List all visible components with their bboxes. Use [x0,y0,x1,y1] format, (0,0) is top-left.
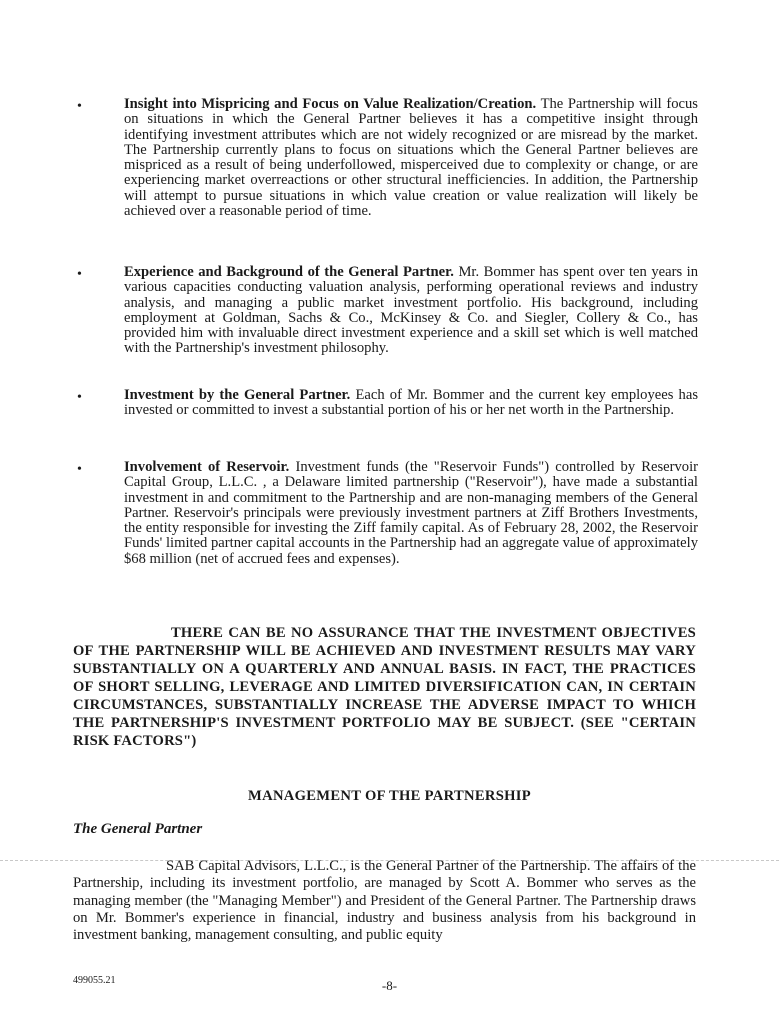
bullet-title: Involvement of Reservoir. [124,459,290,475]
bullet-marker: • [77,390,82,405]
sub-heading: The General Partner [73,821,203,837]
risk-warning: THERE CAN BE NO ASSURANCE THAT THE INVESTMENT OBJECTIVES OF THE PARTNERSHIP WILL BE ACHIEVED AND INVESTMENT RESULTS MAY VARY SUBSTANTIALLY ON A QUARTERLY AND ANNUAL BASIS. IN FACT, THE PRACTICES OF SHORT SELLING, LEVERAGE AND LIMITED DIVERSIFICATION CAN, IN CERTAIN CIRCUMSTANCES, SUBSTANTIALLY INCREASE THE ADVERSE IMPACT TO WHICH THE PARTNERSHIP'S INVESTMENT PORTFOLIO MAY BE SUBJECT. (SEE "CERTAIN RISK FACTORS") [73,625,696,749]
bullet-title: Investment by the General Partner. [124,387,351,403]
page-number: -8- [381,978,398,993]
bullet-text [124,97,698,219]
general-partner-paragraph: SAB Capital Advisors, L.L.C., is the General Partner of the Partnership. The affairs of the Partnership, including its investment portfolio, are managed by Scott A. Bommer who serves as the managing member (the "Managing Member") and President of the General Partner. The Partnership draws on Mr. Bommer's experience in financial, industry and business analysis from his background in investment banking, management consulting, and public equity [73,858,696,944]
bullet-marker: • [77,99,82,114]
bullet-marker: • [77,267,82,282]
bullet-title: Experience and Background of the General Partner. [124,264,454,280]
bullet-body: Mr. Bommer has spent over ten years in various capacities conducting valuation analysis, performing operational reviews and industry analysis, and managing a public market investment portfolio. His background, including employment at Goldman, Sachs & Co., McKinsey & Co. and Siegler, Collery & Co., has provided him with invaluable direct investment experience and a skill set which is well matched with the Partnership's investment philosophy. [124,264,698,357]
bullet-body: The Partnership will focus on situations in which the General Partner believes it has a competitive insight through identifying investment attributes which are not widely recognized or are misread by the market. The Partnership currently plans to focus on situations which the General Partner believes are mispriced as a result of being underfollowed, misperceived due to complexity or change, or are experiencing market overreactions or other structural inefficiencies. In addition, the Partnership will attempt to pursue situations in which value creation or value realization will likely be achieved over a reasonable period of time. [124,96,698,220]
bullet-marker: • [77,462,82,477]
bullet-body: Investment funds (the "Reservoir Funds") controlled by Reservoir Capital Group, L.L.C. , a Delaware limited partnership ("Reservoir"), have made a substantial investment in and commitment to the Partnership and are non-managing members of the General Partner. Reservoir's principals were previously investment partners at Ziff Brothers Investments, the entity responsible for investing the Ziff family capital. As of February 28, 2002, the Reservoir Funds' limited partner capital accounts in the Partnership had an aggregate value of approximately $68 million (net of accrued fees and expenses). [124,459,698,567]
bullet-title: Insight into Mispricing and Focus on Value Realization/Creation. [124,96,537,112]
bullet-text [124,388,698,419]
document-id: 499055.21 [73,975,116,986]
bullet-text [124,460,698,567]
section-heading: MANAGEMENT OF THE PARTNERSHIP [248,788,531,804]
bullet-text [124,265,698,357]
bullet-body: Each of Mr. Bommer and the current key employees has invested or committed to invest a substantial portion of his or her net worth in the Partnership. [124,387,699,419]
